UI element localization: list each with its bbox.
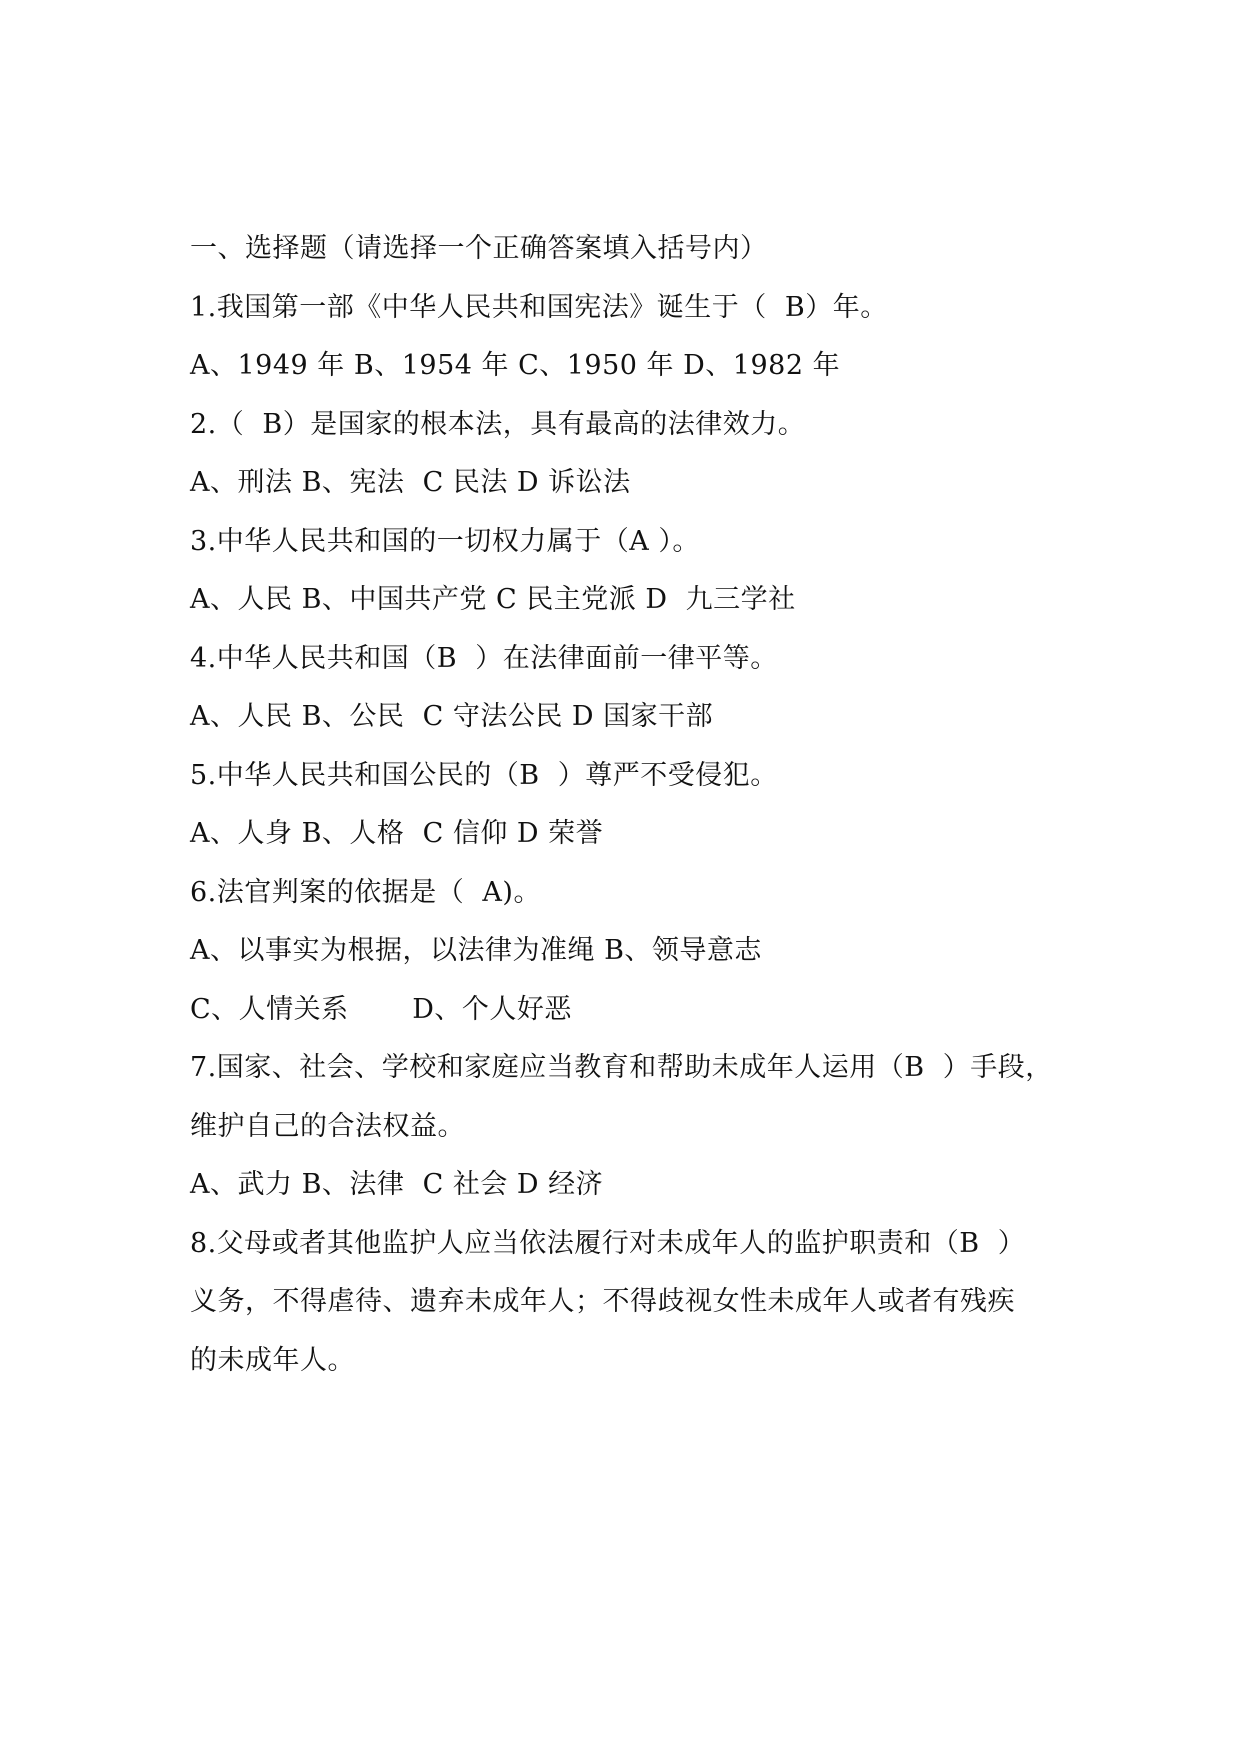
options-1: A、1949 年 B、1954 年 C、1950 年 D、1982 年 [190, 350, 841, 381]
question-8-line-2: 义务，不得虐待、遗弃未成年人；不得歧视女性未成年人或者有残疾 [190, 1286, 1015, 1317]
options-4: A、人民 B、公民 C 守法公民 D 国家干部 [190, 701, 714, 732]
options-6-line-2: C、人情关系 D、个人好恶 [190, 994, 572, 1025]
question-7-line-2: 维护自己的合法权益。 [190, 1111, 465, 1142]
question-7-line-1: 7.国家、社会、学校和家庭应当教育和帮助未成年人运用（B ）手段， [190, 1052, 1053, 1083]
options-3: A、人民 B、中国共产党 C 民主党派 D 九三学社 [190, 584, 796, 615]
options-6-line-1: A、以事实为根据，以法律为准绳 B、领导意志 [190, 935, 762, 966]
section-heading: 一、选择题（请选择一个正确答案填入括号内） [190, 233, 768, 264]
question-3: 3.中华人民共和国的一切权力属于（A ）。 [190, 526, 700, 557]
options-7: A、武力 B、法律 C 社会 D 经济 [190, 1169, 604, 1200]
question-8-line-3: 的未成年人。 [190, 1345, 355, 1376]
question-2: 2.（ B）是国家的根本法，具有最高的法律效力。 [190, 409, 806, 440]
question-8-line-1: 8.父母或者其他监护人应当依法履行对未成年人的监护职责和（B ） [190, 1228, 1026, 1259]
question-4: 4.中华人民共和国（B ）在法律面前一律平等。 [190, 643, 778, 674]
options-2: A、刑法 B、宪法 C 民法 D 诉讼法 [190, 467, 631, 498]
question-5: 5.中华人民共和国公民的（B ）尊严不受侵犯。 [190, 760, 778, 791]
options-5: A、人身 B、人格 C 信仰 D 荣誉 [190, 818, 604, 849]
question-1: 1.我国第一部《中华人民共和国宪法》诞生于（ B）年。 [190, 292, 888, 323]
question-6: 6.法官判案的依据是（ A)。 [190, 877, 541, 908]
